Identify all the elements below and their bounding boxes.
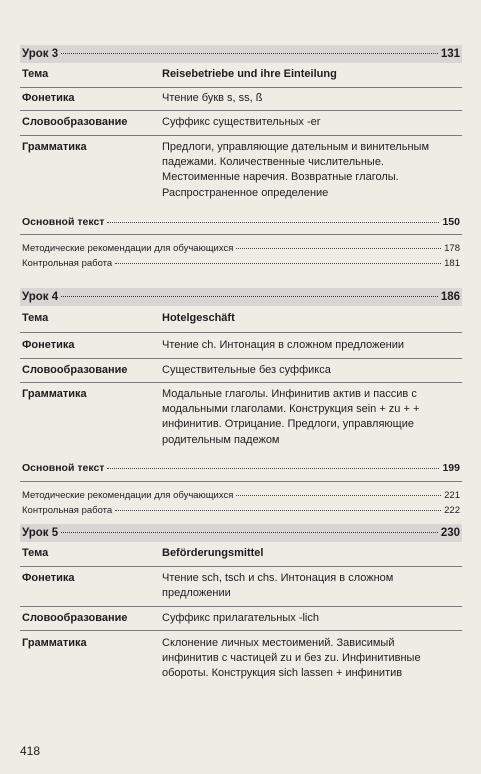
row-label: Словообразование xyxy=(22,364,128,376)
row-value: Склонение личных местоимений. Зависимый инфинитив с частицей zu и без zu. Инфинитивные обороты. Конструкция sich lassen + инфинитив xyxy=(162,637,421,680)
row-value: Чтение ch. Интонация в сложном предложении xyxy=(162,339,404,351)
separator xyxy=(20,234,462,235)
row-value: Hotelgeschäft xyxy=(162,312,235,324)
dot-leader xyxy=(236,248,441,249)
unit-page: 131 xyxy=(440,48,460,60)
methodical-entry xyxy=(20,489,462,502)
row-label: Фонетика xyxy=(22,339,75,351)
separator xyxy=(20,358,462,359)
row-label: Фонетика xyxy=(22,92,75,104)
test-entry xyxy=(20,504,462,517)
test-entry xyxy=(20,257,462,270)
unit-page: 186 xyxy=(440,291,460,303)
row-label: Грамматика xyxy=(22,141,87,153)
entry-label: Контрольная работа xyxy=(22,505,113,516)
row-label: Грамматика xyxy=(22,388,87,400)
row-label: Словообразование xyxy=(22,116,128,128)
separator xyxy=(20,87,462,88)
entry-page: 221 xyxy=(444,490,460,501)
separator xyxy=(20,481,462,482)
entry-page: 181 xyxy=(444,258,460,269)
entry-label: Основной текст xyxy=(22,462,105,474)
row-value: Beförderungsmittel xyxy=(162,547,264,559)
dot-leader xyxy=(61,53,438,54)
page-number: 418 xyxy=(20,744,41,758)
separator xyxy=(20,630,462,631)
entry-label: Основной текст xyxy=(22,216,105,228)
unit-title: Урок 4 xyxy=(22,291,59,303)
entry-label: Контрольная работа xyxy=(22,258,113,269)
unit-title: Урок 5 xyxy=(22,527,59,539)
entry-page: 222 xyxy=(444,505,460,516)
row-label: Тема xyxy=(22,547,49,559)
dot-leader xyxy=(61,296,438,297)
row-value: Reisebetriebe und ihre Einteilung xyxy=(162,68,337,80)
dot-leader xyxy=(107,468,439,469)
unit-page: 230 xyxy=(440,527,460,539)
main-text-entry xyxy=(20,216,462,229)
main-text-entry xyxy=(20,462,462,475)
row-label: Словообразование xyxy=(22,612,128,624)
separator xyxy=(20,135,462,136)
entry-page: 150 xyxy=(442,216,460,228)
dot-leader xyxy=(115,263,441,264)
row-value: Суффикс существительных -er xyxy=(162,116,321,128)
entry-label: Методические рекомендации для обучающихся xyxy=(22,243,234,254)
separator xyxy=(20,606,462,607)
row-value: Существительные без суффикса xyxy=(162,364,331,376)
separator xyxy=(20,382,462,383)
unit-5-heading xyxy=(20,524,462,542)
row-value: Модальные глаголы. Инфинитив актив и пассив с модальными глаголами. Конструкция sein + zu + + инфинитив. Отрицание. Предлоги, управляющие родительным падежом xyxy=(162,388,420,446)
separator xyxy=(20,332,462,333)
separator xyxy=(20,110,462,111)
row-value: Суффикс прилагательных -lich xyxy=(162,612,319,624)
methodical-entry xyxy=(20,242,462,255)
dot-leader xyxy=(61,532,438,533)
dot-leader xyxy=(115,510,441,511)
row-label: Грамматика xyxy=(22,637,87,649)
entry-label: Методические рекомендации для обучающихся xyxy=(22,490,234,501)
entry-page: 199 xyxy=(442,462,460,474)
dot-leader xyxy=(236,495,441,496)
dot-leader xyxy=(107,222,439,223)
row-value: Чтение sch, tsch и chs. Интонация в сложном предложении xyxy=(162,572,394,600)
row-value: Чтение букв s, ss, ß xyxy=(162,92,263,104)
row-label: Фонетика xyxy=(22,572,75,584)
row-label: Тема xyxy=(22,312,49,324)
row-label: Тема xyxy=(22,68,49,80)
row-value: Предлоги, управляющие дательным и винительным падежами. Количественные числительные. Местоименные наречия. Возвратные глаголы. Распространенное определение xyxy=(162,141,430,199)
unit-title: Урок 3 xyxy=(22,48,59,60)
unit-3-heading xyxy=(20,45,462,63)
separator xyxy=(20,566,462,567)
unit-4-heading xyxy=(20,288,462,306)
entry-page: 178 xyxy=(444,243,460,254)
